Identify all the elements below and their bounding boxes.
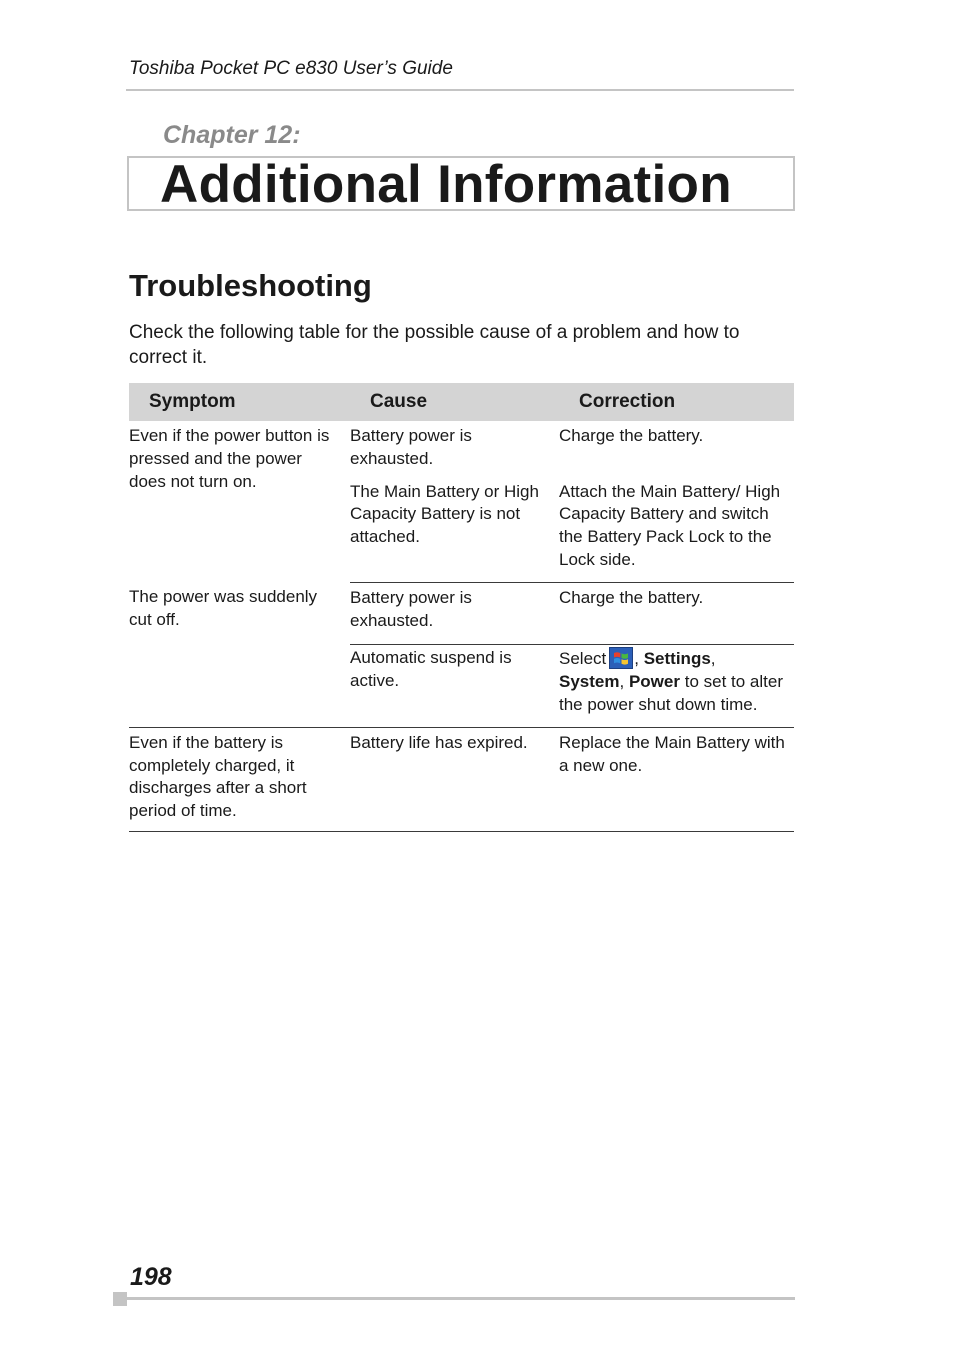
correction-rest: to set to alter the power shut down time. <box>559 672 783 714</box>
correction-select-text: Select <box>559 649 607 669</box>
correction-cell: Attach the Main Battery/ High Capacity Battery and switch the Battery Pack Lock to the Lock side. <box>559 481 794 583</box>
correction-settings: Settings <box>643 649 711 669</box>
header-symptom: Symptom <box>129 383 350 421</box>
cause-cell: Battery life has expired. <box>350 727 559 831</box>
correction-power: Power <box>628 672 680 692</box>
correction-cell <box>559 645 794 727</box>
correction-comma: , <box>710 649 716 669</box>
chapter-title: Additional Information <box>160 155 732 214</box>
intro-paragraph: Check the following table for the possible cause of a problem and how to correct it. <box>129 322 740 368</box>
cause-cell: Battery power is exhausted. <box>350 582 559 645</box>
table-header-row <box>129 383 794 421</box>
symptom-cell: Even if the battery is completely charged, it discharges after a short period of time. <box>129 727 350 831</box>
section-title: Troubleshooting <box>129 268 372 303</box>
correction-cell: Replace the Main Battery with a new one. <box>559 727 794 831</box>
cause-cell: Battery power is exhausted. <box>350 426 472 468</box>
header-correction: Correction <box>559 383 794 421</box>
table-row <box>129 421 794 481</box>
symptom-cell: Even if the power button is pressed and the power does not turn on. <box>129 426 330 491</box>
chapter-label: Chapter 12: <box>163 121 301 149</box>
correction-system: System <box>559 672 620 692</box>
table-row <box>129 582 794 645</box>
correction-cell: Charge the battery. <box>559 582 794 645</box>
table-row <box>129 727 794 831</box>
header-rule <box>126 89 794 91</box>
cause-cell: The Main Battery or High Capacity Battery is not attached. <box>350 481 559 583</box>
correction-comma: , <box>619 672 625 692</box>
windows-start-icon <box>609 647 633 669</box>
cause-cell: Automatic suspend is active. <box>350 645 559 727</box>
page-number: 198 <box>130 1263 172 1291</box>
header-cause: Cause <box>350 383 559 421</box>
correction-cell: Charge the battery. <box>559 426 704 445</box>
symptom-cell: The power was suddenly cut off. <box>129 582 350 727</box>
correction-comma: , <box>634 649 639 669</box>
footer-rule <box>113 1297 795 1300</box>
running-header: Toshiba Pocket PC e830 User’s Guide <box>129 58 453 79</box>
troubleshooting-table <box>129 383 794 832</box>
